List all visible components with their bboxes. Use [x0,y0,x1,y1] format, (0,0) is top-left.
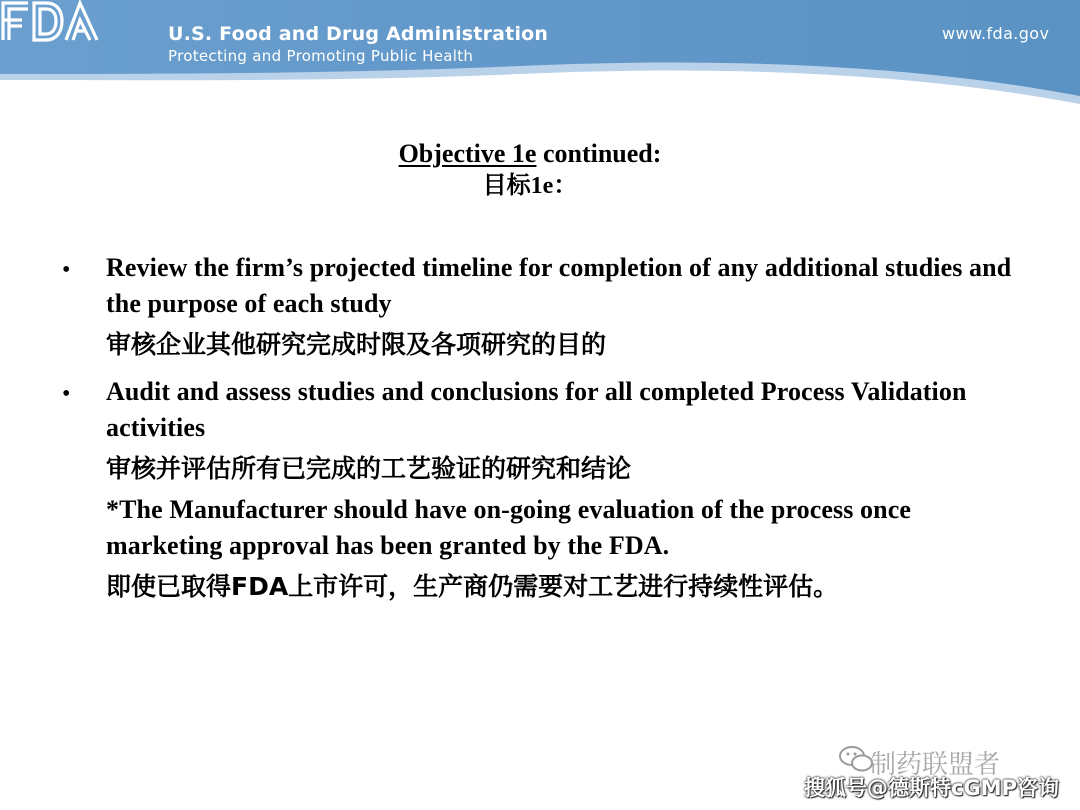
agency-tagline: Protecting and Promoting Public Health [168,47,474,65]
watermark-sohu: 搜狐号@德斯特cGMP咨询 [804,776,1059,800]
title-english [0,138,1060,170]
banner-background [0,0,1080,112]
title-continued: continued: [536,139,662,168]
header-banner [0,0,1080,112]
item-english: Audit and assess studies and conclusions for all completed Process Validation activities [106,377,967,442]
list-item [60,374,1020,488]
title-objective: Objective 1e [398,139,537,168]
wechat-icon [838,744,874,774]
title-chinese: 目标1e： [482,173,578,199]
site-url[interactable]: www.fda.gov [942,24,1050,43]
watermark-brand: 制药联盟者 [870,750,1001,780]
item-english: Review the firm’s projected timeline for completion of any additional studies and the purpose of each study [106,253,1012,318]
fda-logo [0,0,100,42]
bullet-marker: • [62,257,71,283]
agency-name: U.S. Food and Drug Administration [168,23,549,45]
note-chinese: 即使已取得FDA上市许可，生产商仍需要对工艺进行持续性评估。 [106,572,839,601]
bullet-marker: • [62,381,71,407]
manufacturer-note [60,492,1020,606]
note-english: *The Manufacturer should have on-going evaluation of the process once marketing approval has been granted by the FDA. [106,495,911,560]
item-chinese: 审核企业其他研究完成时限及各项研究的目的 [106,330,607,359]
bullet-list [60,250,1020,606]
item-chinese: 审核并评估所有已完成的工艺验证的研究和结论 [106,454,632,483]
list-item [60,250,1020,364]
slide-title [0,138,1060,202]
